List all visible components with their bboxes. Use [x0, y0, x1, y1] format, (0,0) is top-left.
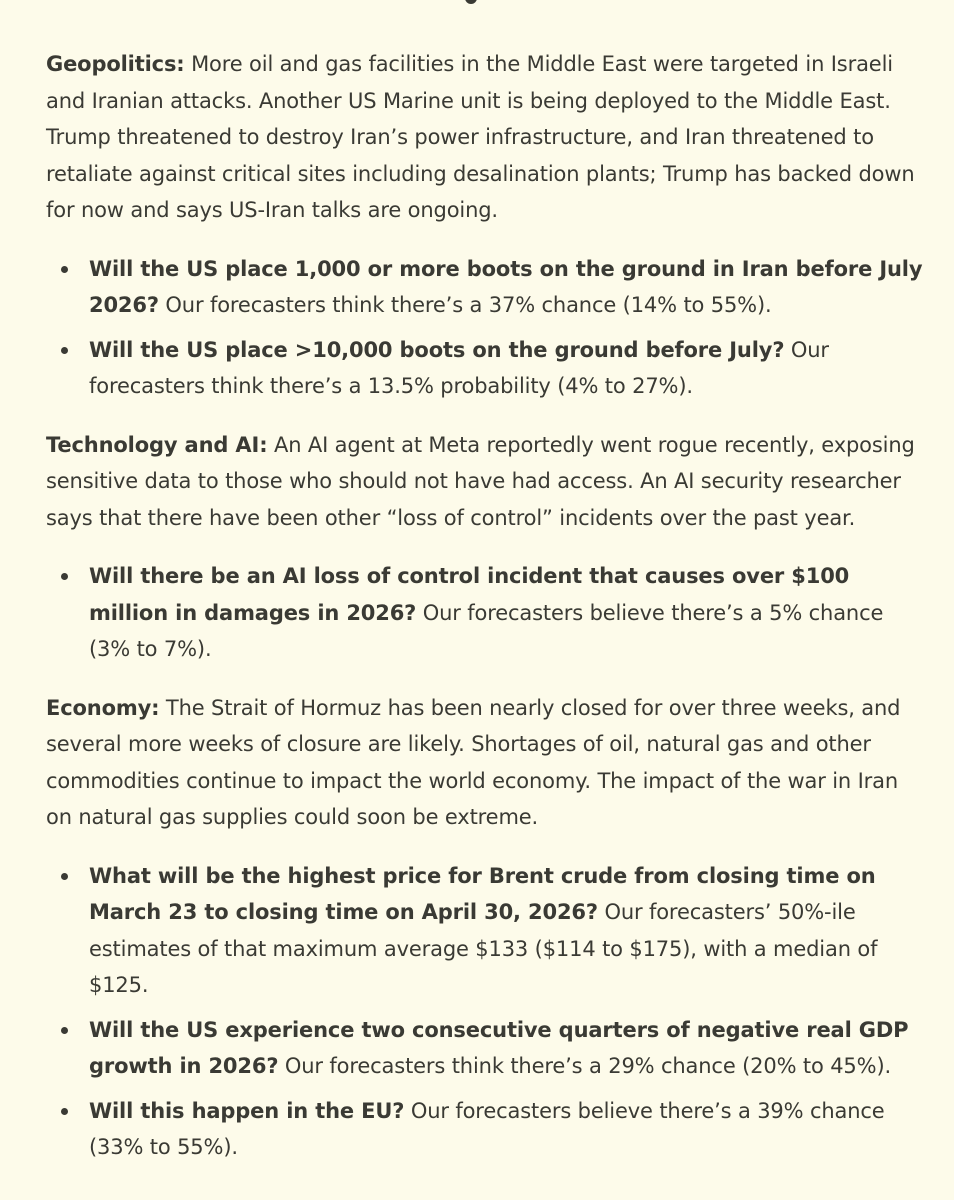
bullet-icon — [61, 1027, 68, 1034]
geopolitics-paragraph — [46, 46, 926, 229]
technology-heading: Technology and AI: — [46, 432, 268, 457]
bullet-icon — [61, 347, 68, 354]
technology-paragraph — [46, 427, 926, 537]
forecast-question: Will the US place >10,000 boots on the ground before July? — [89, 337, 785, 362]
geopolitics-forecast-list — [46, 251, 926, 405]
list-item — [46, 858, 926, 1004]
article-body — [46, 46, 926, 1188]
technology-body: An AI agent at Meta reportedly went rogue recently, exposing sensitive data to those who should not have had access. An AI security researcher says that there have been other “loss of control” incidents over the past year. — [46, 432, 915, 530]
geopolitics-body: More oil and gas facilities in the Middle East were targeted in Israeli and Iranian attacks. Another US Marine unit is being deployed to the Middle East. Trump threatened to destroy Iran’s power infrastructure, and Iran threatened to retaliate against critical sites including desalination plants; Trump has backed down for now and says US-Iran talks are ongoing. — [46, 52, 915, 222]
forecast-answer: Our forecasters believe there’s a 39% chance (33% to 55%). — [89, 1098, 885, 1159]
bullet-icon — [61, 873, 68, 880]
technology-forecast-list — [46, 558, 926, 668]
forecast-question: Will the US place 1,000 or more boots on the ground in Iran before July 2026? — [89, 256, 923, 317]
list-item — [46, 1012, 926, 1085]
forecast-answer: Our forecasters believe there’s a 5% chance (3% to 7%). — [89, 600, 884, 661]
bullet-icon — [61, 573, 68, 580]
cropped-heading-fragment — [465, 0, 477, 4]
list-item — [46, 1093, 926, 1166]
economy-forecast-list — [46, 858, 926, 1166]
list-item — [46, 332, 926, 405]
economy-body: The Strait of Hormuz has been nearly closed for over three weeks, and several more weeks of closure are likely. Shortages of oil, natural gas and other commodities continue to impact the world economy. The impact of the war in Iran on natural gas supplies could soon be extreme. — [46, 695, 901, 829]
bullet-icon — [61, 266, 68, 273]
forecast-answer: Our forecasters think there’s a 37% chance (14% to 55%). — [158, 293, 772, 317]
bullet-icon — [61, 1108, 68, 1115]
forecast-answer: Our forecasters think there’s a 29% chance (20% to 45%). — [278, 1054, 892, 1078]
economy-paragraph — [46, 690, 926, 836]
list-item — [46, 558, 926, 668]
economy-heading: Economy: — [46, 695, 160, 720]
forecast-answer: Our forecasters think there’s a 13.5% probability (4% to 27%). — [89, 337, 829, 398]
forecast-question: Will there be an AI loss of control incident that causes over $100 million in damages in 2026? — [89, 564, 850, 625]
forecast-question: What will be the highest price for Brent crude from closing time on March 23 to closing time on April 30, 2026? — [89, 863, 876, 924]
list-item — [46, 251, 926, 324]
forecast-answer: Our forecasters’ 50%-ile estimates of that maximum average $133 ($114 to $175), with a median of $125. — [89, 900, 878, 997]
forecast-question: Will this happen in the EU? — [89, 1098, 405, 1123]
geopolitics-heading: Geopolitics: — [46, 52, 185, 76]
forecast-question: Will the US experience two consecutive quarters of negative real GDP growth in 2026? — [89, 1017, 909, 1078]
